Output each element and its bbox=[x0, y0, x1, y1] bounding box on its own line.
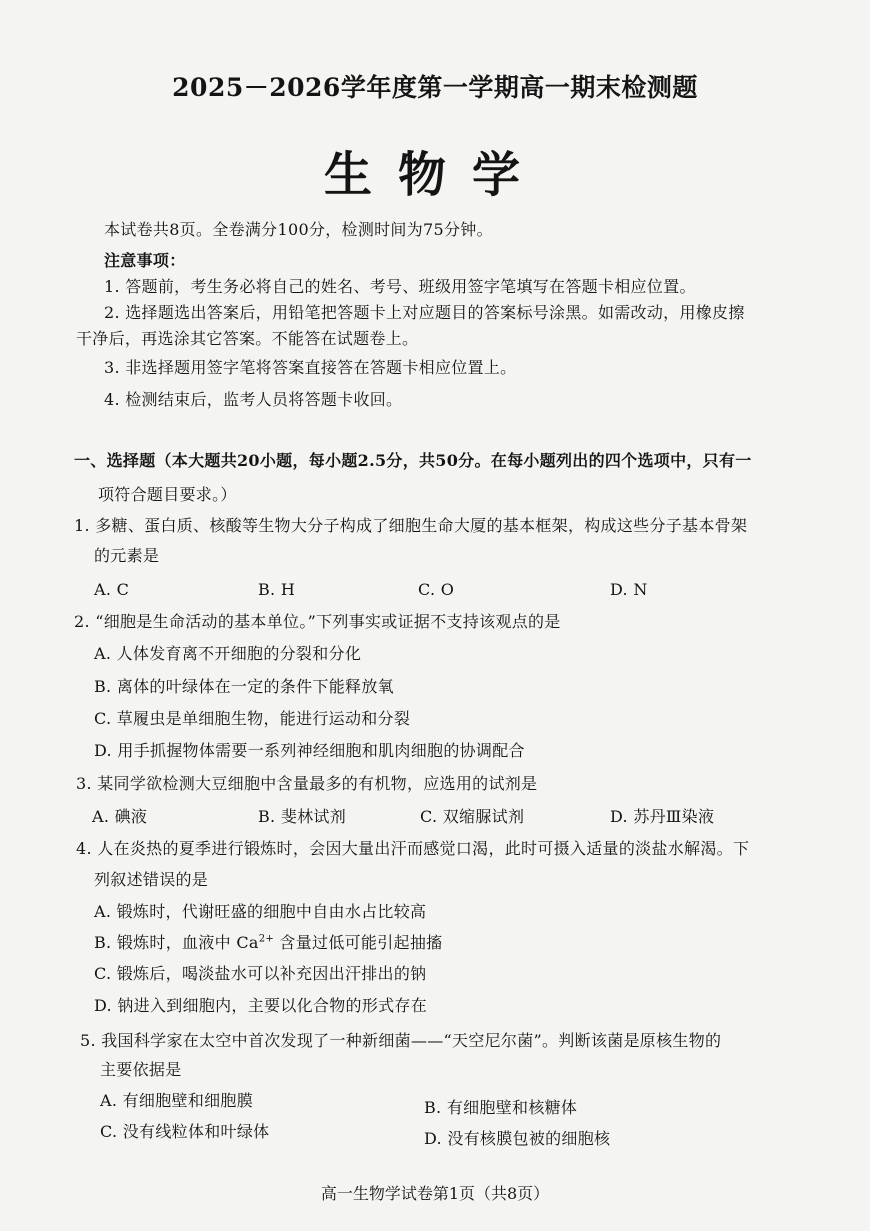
question-1-option-d: D. N bbox=[610, 580, 648, 599]
question-5-stem-line-2: 主要依据是 bbox=[100, 1060, 182, 1079]
question-4-option-a: A. 锻炼时，代谢旺盛的细胞中自由水占比较高 bbox=[94, 902, 427, 921]
question-5-option-c: C. 没有线粒体和叶绿体 bbox=[100, 1122, 270, 1141]
question-5-option-d: D. 没有核膜包被的细胞核 bbox=[424, 1129, 611, 1148]
page-footer: 高一生物学试卷第1页（共8页） bbox=[320, 1184, 550, 1203]
notes-item-2-line-1: 2. 选择题选出答案后，用铅笔把答题卡上对应题目的答案标号涂黑。如需改动，用橡皮擦 bbox=[104, 303, 745, 322]
question-3-option-b: B. 斐林试剂 bbox=[258, 807, 347, 826]
calcium-ion-charge: 2+ bbox=[258, 933, 275, 945]
question-3-option-c: C. 双缩脲试剂 bbox=[420, 807, 525, 826]
question-5-option-b: B. 有细胞壁和核糖体 bbox=[424, 1098, 578, 1117]
question-1-stem-line-1: 1. 多糖、蛋白质、核酸等生物大分子构成了细胞生命大厦的基本框架，构成这些分子基本骨架 bbox=[74, 516, 748, 535]
question-4-option-b bbox=[94, 932, 442, 954]
question-3-stem: 3. 某同学欲检测大豆细胞中含量最多的有机物，应选用的试剂是 bbox=[76, 774, 538, 793]
question-5-option-a: A. 有细胞壁和细胞膜 bbox=[100, 1091, 254, 1110]
question-4-stem-line-2: 列叙述错误的是 bbox=[94, 870, 209, 889]
question-5-stem-line-1: 5. 我国科学家在太空中首次发现了一种新细菌——“天空尼尔菌”。判断该菌是原核生物的 bbox=[80, 1031, 722, 1050]
question-1-option-b: B. H bbox=[258, 580, 296, 599]
question-4-option-b-text: B. 锻炼时，血液中 Ca bbox=[94, 933, 259, 952]
question-2-stem: 2. “细胞是生命活动的基本单位。”下列事实或证据不支持该观点的是 bbox=[74, 612, 561, 631]
question-2-option-b: B. 离体的叶绿体在一定的条件下能释放氧 bbox=[94, 677, 394, 696]
question-2-option-a: A. 人体发育离不开细胞的分裂和分化 bbox=[94, 644, 362, 663]
question-4-option-d: D. 钠进入到细胞内，主要以化合物的形式存在 bbox=[94, 996, 428, 1015]
question-1-option-a: A. C bbox=[94, 580, 130, 599]
notes-item-3: 3. 非选择题用签字笔将答案直接答在答题卡相应位置上。 bbox=[104, 358, 517, 377]
notes-item-1: 1. 答题前，考生务必将自己的姓名、考号、班级用签字笔填写在答题卡相应位置。 bbox=[104, 277, 696, 296]
notes-title: 注意事项： bbox=[104, 251, 186, 270]
question-2-option-c: C. 草履虫是单细胞生物，能进行运动和分裂 bbox=[94, 709, 411, 728]
question-4-option-c: C. 锻炼后，喝淡盐水可以补充因出汗排出的钠 bbox=[94, 964, 427, 983]
question-3-option-d: D. 苏丹Ⅲ染液 bbox=[610, 807, 715, 826]
question-4-stem-line-1: 4. 人在炎热的夏季进行锻炼时，会因大量出汗而感觉口渴，此时可摄入适量的淡盐水解渴。下 bbox=[76, 839, 750, 858]
question-2-option-d: D. 用手抓握物体需要一系列神经细胞和肌肉细胞的协调配合 bbox=[94, 741, 525, 760]
subject-title: 生物学 bbox=[323, 147, 546, 203]
exam-title: 2025－2026学年度第一学期高一期末检测题 bbox=[172, 73, 698, 102]
intro-text: 本试卷共8页。全卷满分100分，检测时间为75分钟。 bbox=[104, 220, 493, 239]
question-1-option-c: C. O bbox=[418, 580, 455, 599]
section-heading-line-2: 项符合题目要求。） bbox=[98, 485, 237, 504]
notes-item-2-line-2: 干净后，再选涂其它答案。不能答在试题卷上。 bbox=[76, 329, 419, 348]
question-4-option-b-rest: 含量过低可能引起抽搐 bbox=[274, 933, 443, 952]
section-heading-line-1: 一、选择题（本大题共20小题，每小题2.5分，共50分。在每小题列出的四个选项中，只有一 bbox=[74, 451, 752, 470]
question-3-option-a: A. 碘液 bbox=[92, 807, 148, 826]
question-1-stem-line-2: 的元素是 bbox=[94, 546, 160, 565]
notes-item-4: 4. 检测结束后，监考人员将答题卡收回。 bbox=[104, 390, 403, 409]
